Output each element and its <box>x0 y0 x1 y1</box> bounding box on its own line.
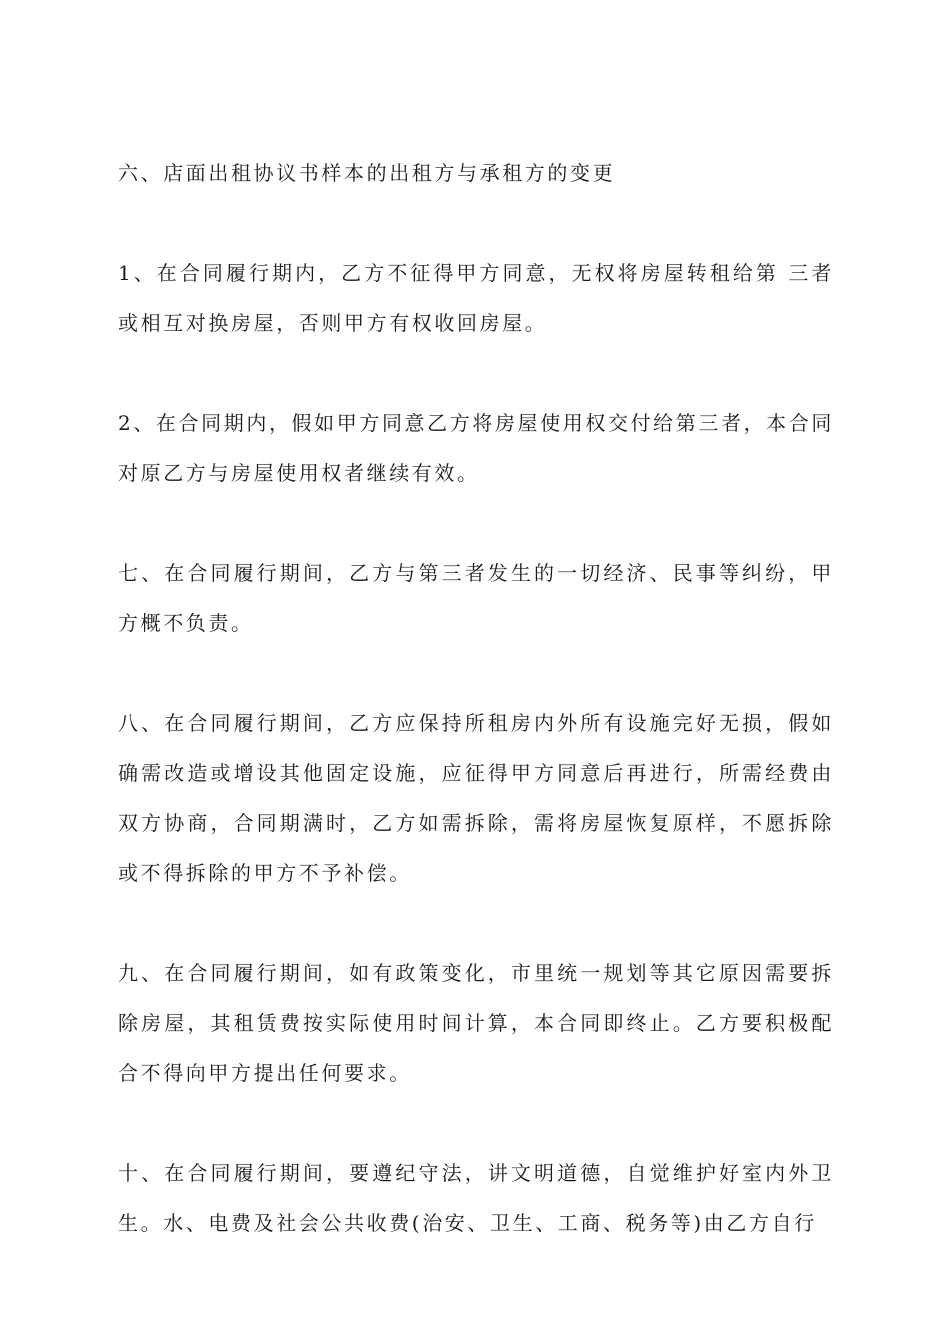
clause-eight-facilities: 八、在合同履行期间，乙方应保持所租房内外所有设施完好无损，假如确需改造或增设其他固定设施，应征得甲方同意后再进行，所需经费由双方协商，合同期满时，乙方如需拆除，需将房屋恢复原样，不愿拆除或不得拆除的甲方不予补偿。 <box>118 711 834 885</box>
section-heading-six: 六、店面出租协议书样本的出租方与承租方的变更 <box>118 161 616 185</box>
clause-seven-disputes: 七、在合同履行期间，乙方与第三者发生的一切经济、民事等纠纷，甲方概不负责。 <box>118 561 834 635</box>
clause-2-transfer: 2、在合同期内，假如甲方同意乙方将房屋使用权交付给第三者，本合同对原乙方与房屋使用权者继续有效。 <box>118 411 834 485</box>
clause-1-sublet: 1、在合同履行期内，乙方不征得甲方同意，无权将房屋转租给第 三者或相互对换房屋，否则甲方有权收回房屋。 <box>118 261 834 335</box>
clause-ten-conduct: 十、在合同履行期间，要遵纪守法，讲文明道德，自觉维护好室内外卫生。水、电费及社会公共收费(治安、卫生、工商、税务等)由乙方自行 <box>118 1161 834 1235</box>
clause-nine-policy: 九、在合同履行期间，如有政策变化，市里统一规划等其它原因需要拆除房屋，其租赁费按实际使用时间计算，本合同即终止。乙方要积极配合不得向甲方提出任何要求。 <box>118 961 834 1085</box>
document-body <box>118 148 834 1248</box>
